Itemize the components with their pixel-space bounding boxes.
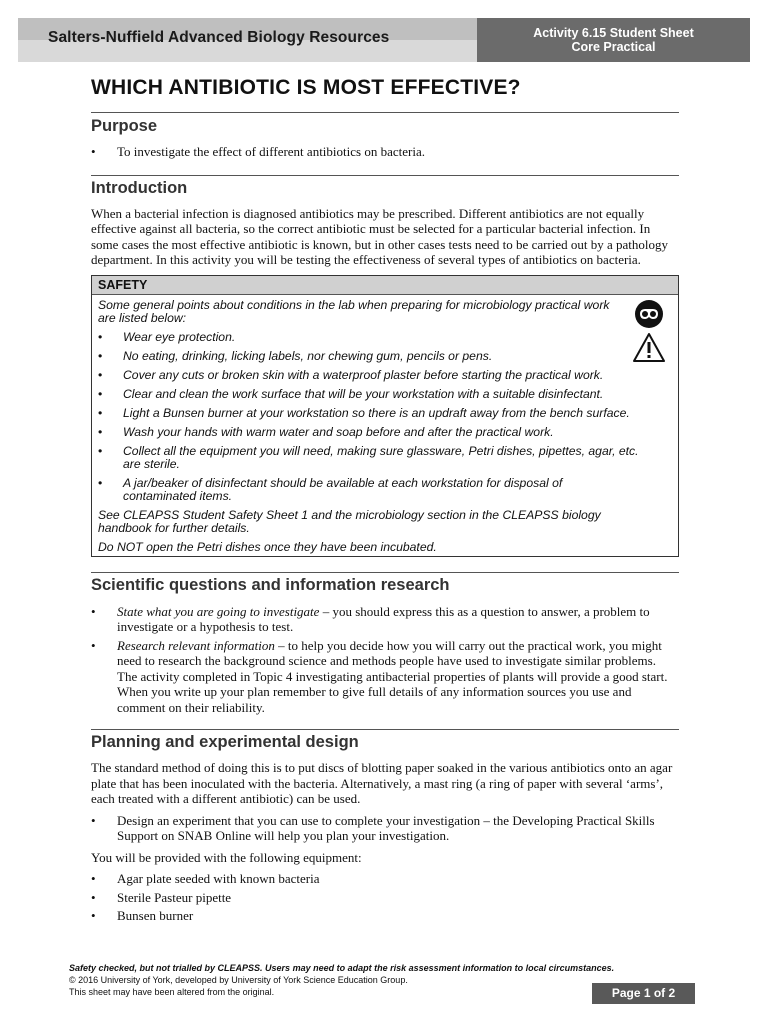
planning-heading: Planning and experimental design xyxy=(91,733,359,751)
activity-type: Core Practical xyxy=(571,40,656,54)
list-item: • Collect all the equipment you will need, making sure glassware, Petri dishes, pipettes, agar, etc. are sterile. xyxy=(98,445,672,471)
purpose-list xyxy=(91,144,679,160)
planning-text: The standard method of doing this is to put discs of blotting paper soaked in the various antibiotics onto an agar plate that has been inoculated with the bacteria. Alternatively, a mast ring (a ring of paper with several ‘arms’, each treated with a different antibiotic) can be used. xyxy=(91,760,673,806)
activity-label: Activity 6.15 Student Sheet xyxy=(533,26,694,40)
list-item: • Cover any cuts or broken skin with a waterproof plaster before starting the practical work. xyxy=(98,369,672,382)
bullet-lead: Research relevant information xyxy=(117,637,275,653)
page-number: Page 1 of 2 xyxy=(592,983,695,1004)
bullet-text: – you should express this as a question to answer, a problem to investigate or a hypothesis to test. xyxy=(117,603,650,634)
list-item: • Wash your hands with warm water and soap before and after the practical work. xyxy=(98,426,672,439)
safety-list xyxy=(98,331,672,503)
list-item: • Wear eye protection. xyxy=(98,331,672,344)
divider xyxy=(91,175,679,176)
list-item: • Light a Bunsen burner at your workstation so there is an updraft away from the bench surface. xyxy=(98,407,672,420)
goggles-icon xyxy=(634,299,664,329)
divider xyxy=(91,729,679,730)
scientific-list xyxy=(91,604,679,716)
safety-box xyxy=(91,275,679,557)
introduction-text: When a bacterial infection is diagnosed antibiotics may be prescribed. Different antibiotics are not equally effective against all bacteria, so the correct antibiotic must be selected for a particular bacterial infection. In some cases the most effective antibiotic is known, but in other cases tests need to be carried out by a pathology department. In this activity you will be testing the effectiveness of several types of antibiotics on bacteria. xyxy=(91,205,669,267)
list-item: • Clear and clean the work surface that will be your workstation with a suitable disinfectant. xyxy=(98,388,672,401)
divider xyxy=(91,112,679,113)
purpose-heading: Purpose xyxy=(91,117,158,135)
list-item: • To investigate the effect of different antibiotics on bacteria. xyxy=(91,144,679,160)
footer xyxy=(69,962,614,998)
list-item: • Design an experiment that you can use to complete your investigation – the Developing Practical Skills Support on SNAB Online will help you plan your investigation. xyxy=(91,813,679,844)
footer-copyright: © 2016 University of York, developed by University of York Science Education Group. xyxy=(69,975,408,985)
list-item: • Bunsen burner xyxy=(91,908,679,924)
safety-final: Do NOT open the Petri dishes once they have been incubated. xyxy=(98,539,437,554)
safety-see-also: See CLEAPSS Student Safety Sheet 1 and the microbiology section in the CLEAPSS biology handbook for further details. xyxy=(98,507,601,535)
header-bar xyxy=(18,18,477,62)
footer-altered-note: This sheet may have been altered from the original. xyxy=(69,987,275,997)
list-item: • A jar/beaker of disinfectant should be available at each workstation for disposal of contaminated items. xyxy=(98,477,672,503)
bullet-lead: State what you are going to investigate xyxy=(117,603,320,619)
bullet-text: – to help you decide how you will carry out the practical work, you might need to research the background science and methods people have used to investigate similar problems. The activity completed in Topic 4 investigating antibacterial properties of plants will provide a good start. When you write up your plan remember to give full details of any information sources you use and comment on their reliability. xyxy=(117,637,668,715)
header-title: Salters-Nuffield Advanced Biology Resources xyxy=(48,29,390,46)
safety-heading: SAFETY xyxy=(92,276,678,295)
page-title: WHICH ANTIBIOTIC IS MOST EFFECTIVE? xyxy=(91,76,521,99)
activity-badge xyxy=(477,18,750,62)
list-item xyxy=(91,638,679,716)
equipment-intro: You will be provided with the following equipment: xyxy=(91,849,362,865)
footer-safety-note: Safety checked, but not trialled by CLEAPSS. Users may need to adapt the risk assessment information to local circumstances. xyxy=(69,963,615,973)
planning-list xyxy=(91,813,679,844)
safety-intro: Some general points about conditions in the lab when preparing for microbiology practical work are listed below: xyxy=(98,297,610,325)
list-item: • Agar plate seeded with known bacteria xyxy=(91,871,679,887)
introduction-heading: Introduction xyxy=(91,178,188,197)
divider xyxy=(91,572,679,573)
scientific-heading: Scientific questions and information research xyxy=(91,575,450,594)
list-item: • No eating, drinking, licking labels, nor chewing gum, pencils or pens. xyxy=(98,350,672,363)
list-item: • Sterile Pasteur pipette xyxy=(91,890,679,906)
list-item xyxy=(91,604,679,635)
equipment-list xyxy=(91,871,679,924)
